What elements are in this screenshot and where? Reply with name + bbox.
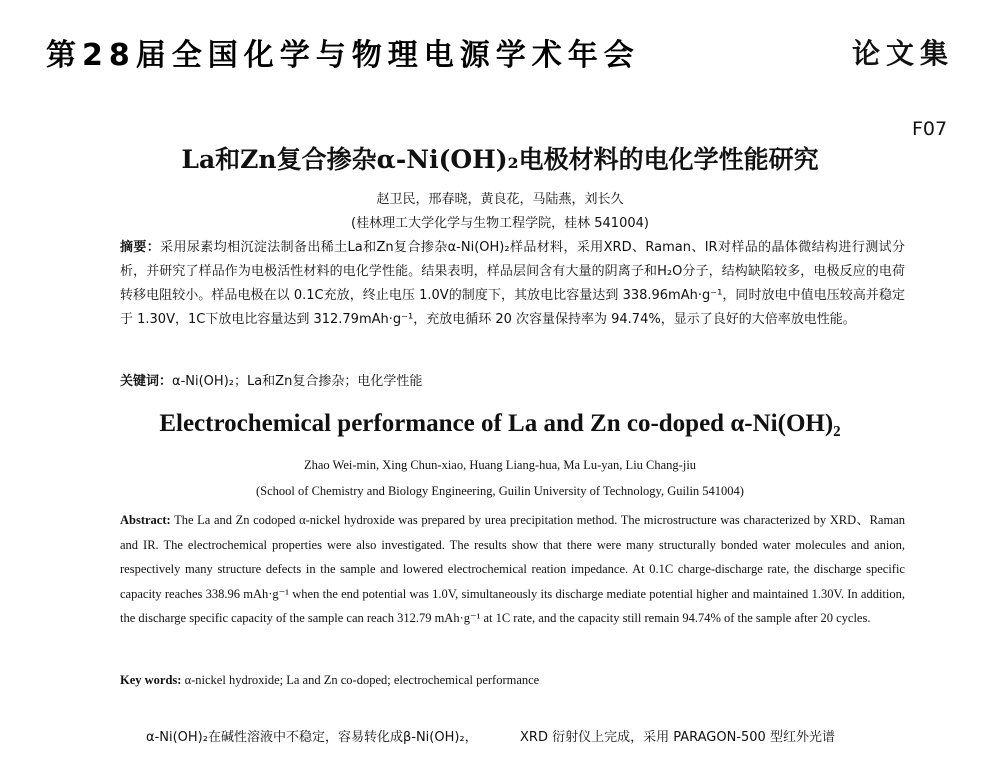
conference-header: 第28届全国化学与物理电源学术年会 bbox=[46, 38, 640, 73]
body-right-column: XRD 衍射仪上完成，采用 PARAGON-500 型红外光谱 bbox=[520, 730, 835, 745]
abstract-text-english: The La and Zn codoped α-nickel hydroxide was prepared by urea precipitation method. The microstructure was characterized by XRD、Raman and IR. The electrochemical properties were also investigated. The results show that there were many structurally bonded water molecules and anion, respectively many structure defects in the sample and lowered electrochemical reation impedance. At 0.1C charge-discharge rate, the discharge specific capacity reaches 338.96 mAh·g⁻¹ when the end potential was 1.0V, simultaneously its discharge mediate potential higher and maintained 1.30V. In addition, the discharge specific capacity of the sample can reach 312.79 mAh·g⁻¹ at 1C rate, and the capacity still remain 94.74% of the sample after 20 cycles. bbox=[120, 513, 906, 625]
affiliation-english: (School of Chemistry and Biology Engineering, Guilin University of Technology, Guilin 541004) bbox=[256, 484, 744, 498]
authors-chinese: 赵卫民，邢春晓，黄良花，马陆燕，刘长久 bbox=[376, 192, 624, 207]
keywords-label-english: Key words: bbox=[120, 673, 182, 687]
keywords-text-chinese: α-Ni(OH)₂；La和Zn复合掺杂；电化学性能 bbox=[172, 374, 423, 389]
paper-code: F07 bbox=[912, 118, 948, 140]
abstract-text-chinese: 采用尿素均相沉淀法制备出稀土La和Zn复合掺杂α-Ni(OH)₂样品材料，采用XRD、Raman、IR对样品的晶体微结构进行测试分析，并研究了样品作为电极活性材料的电化学性能。结果表明，样品层间含有大量的阴离子和H₂O分子，结构缺陷较多，电极反应的电荷转移电阻较小。样品电极在以 0.1C充放，终止电压 1.0V的制度下，其放电比容量达到 338.96mAh·g⁻¹，同时放电中值电压较高并稳定于 1.30V，1C下放电比容量达到 312.79mAh·g⁻¹，充放电循环 20 次容量保持率为 94.74%，显示了良好的大倍率放电性能。 bbox=[120, 240, 905, 327]
keywords-chinese bbox=[120, 370, 905, 394]
abstract-english bbox=[120, 508, 905, 631]
keywords-english bbox=[120, 668, 905, 693]
abstract-chinese bbox=[120, 236, 905, 332]
keywords-text-english: α-nickel hydroxide; La and Zn co-doped; electrochemical performance bbox=[184, 673, 540, 687]
abstract-label-english: Abstract: bbox=[120, 513, 171, 527]
title-english: Electrochemical performance of La and Zn co-doped α-Ni(OH)₂ bbox=[159, 410, 841, 437]
authors-english: Zhao Wei-min, Xing Chun-xiao, Huang Liang-hua, Ma Lu-yan, Liu Chang-jiu bbox=[303, 458, 697, 472]
affiliation-chinese: (桂林理工大学化学与生物工程学院，桂林 541004) bbox=[351, 216, 649, 231]
keywords-label-chinese: 关键词： bbox=[120, 374, 173, 389]
abstract-label-chinese: 摘要： bbox=[120, 240, 161, 255]
body-left-column: α-Ni(OH)₂在碱性溶液中不稳定，容易转化成β-Ni(OH)₂， bbox=[146, 730, 478, 745]
title-chinese: La和Zn复合掺杂α-Ni(OH)₂电极材料的电化学性能研究 bbox=[181, 145, 819, 174]
collection-label: 论文集 bbox=[852, 37, 955, 70]
